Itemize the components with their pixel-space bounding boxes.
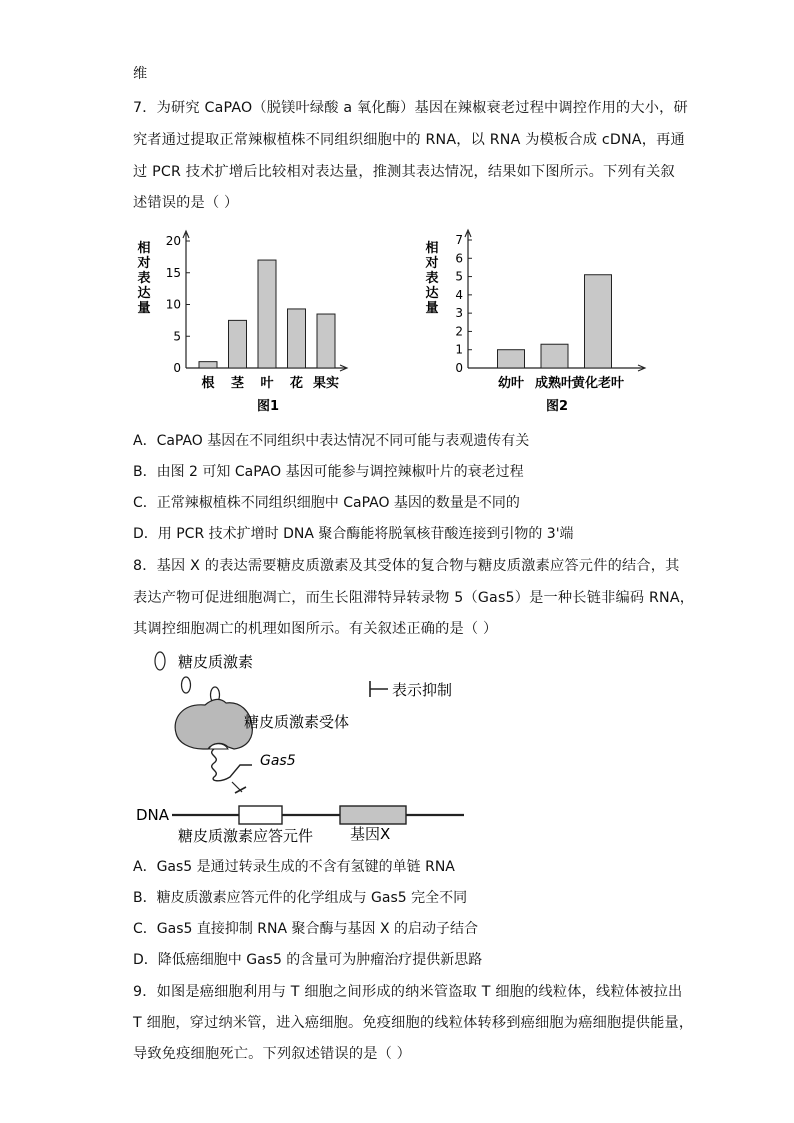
receptor-label: 糖皮质激素受体 (244, 713, 350, 731)
gas5-rna (212, 749, 252, 781)
q7-option-b[interactable]: B．由图 2 可知 CaPAO 基因可能参与调控辣椒叶片的衰老过程 (133, 464, 524, 480)
bar (498, 350, 525, 368)
y-axis-label-char: 量 (137, 301, 151, 316)
y-tick-label: 6 (455, 251, 463, 266)
x-tick-label: 幼叶 (497, 376, 525, 391)
bar (229, 320, 247, 368)
x-tick-label: 叶 (260, 376, 274, 391)
x-tick-label: 果实 (312, 376, 340, 391)
bar (585, 275, 612, 368)
y-tick-label: 5 (455, 269, 463, 284)
y-tick-label: 20 (165, 234, 181, 248)
y-tick-label: 3 (455, 306, 463, 321)
hormone-molecule (182, 677, 191, 693)
q8-option-c[interactable]: C．Gas5 直接抑制 RNA 聚合酶与基因 X 的启动子结合 (133, 921, 479, 937)
y-axis-label-char: 达 (137, 286, 151, 301)
y-axis-label-char: 对 (137, 256, 151, 271)
y-axis-label-char: 表 (425, 271, 439, 286)
bar (199, 362, 217, 368)
y-axis-label-char: 量 (425, 301, 439, 316)
q7-option-a[interactable]: A．CaPAO 基因在不同组织中表达情况不同可能与表观遗传有关 (133, 433, 530, 449)
y-tick-label: 15 (165, 265, 181, 280)
x-tick-label: 成熟叶 (534, 376, 575, 391)
bar (317, 314, 335, 368)
x-tick-label: 根 (201, 376, 215, 391)
inhibit-mark (235, 787, 246, 793)
q9-stem-line-2: T 细胞，穿过纳米管，进入癌细胞。免疫细胞的线粒体转移到癌细胞为癌细胞提供能量， (133, 1015, 694, 1031)
hormone-icon (155, 652, 165, 670)
dna-label: DNA (136, 806, 170, 824)
text-line: 维 (133, 66, 148, 82)
gene-x-label: 基因X (350, 825, 391, 843)
x-tick-label: 黄化老叶 (571, 376, 625, 391)
y-axis-label-char: 相 (425, 241, 439, 256)
inhibit-legend-label: 表示抑制 (392, 681, 453, 699)
gas5-label: Gas5 (260, 753, 296, 769)
q7-option-c[interactable]: C．正常辣椒植株不同组织细胞中 CaPAO 基因的数量是不同的 (133, 495, 520, 511)
q8-option-b[interactable]: B．糖皮质激素应答元件的化学组成与 Gas5 完全不同 (133, 890, 468, 906)
q7-stem-line-3: 过 PCR 技术扩增后比较相对表达量，推测其表达情况，结果如下图所示。下列有关叙 (133, 164, 675, 180)
y-axis-label-char: 达 (425, 286, 439, 301)
y-tick-label: 2 (455, 324, 463, 339)
receptor-shape (175, 699, 252, 749)
chart-title: 图2 (545, 399, 569, 414)
q7-stem-line-1: 7．为研究 CaPAO（脱镁叶绿酸 a 氧化酶）基因在辣椒衰老过程中调控作用的大小，研 (133, 100, 688, 116)
y-axis-label-char: 相 (137, 241, 151, 256)
q7-figures (0, 222, 794, 422)
gene-x-box (340, 806, 406, 824)
q8-diagram (0, 645, 794, 845)
y-tick-label: 4 (455, 287, 463, 302)
q8-option-d[interactable]: D．降低癌细胞中 Gas5 的含量可为肿瘤治疗提供新思路 (133, 952, 483, 968)
q9-stem-line-3: 导致免疫细胞死亡。下列叙述错误的是（ ） (133, 1046, 412, 1062)
q7-stem-line-4: 述错误的是（ ） (133, 195, 239, 211)
y-tick-label: 0 (455, 361, 463, 375)
q8-option-a[interactable]: A．Gas5 是通过转录生成的不含有氢键的单链 RNA (133, 859, 455, 875)
q8-stem-line-2: 表达产物可促进细胞凋亡，而生长阻滞特异转录物 5（Gas5）是一种长链非编码 RNA， (133, 590, 695, 606)
y-axis-label-char: 对 (425, 256, 439, 271)
x-tick-label: 茎 (230, 376, 245, 391)
q8-stem-line-1: 8．基因 X 的表达需要糖皮质激素及其受体的复合物与糖皮质激素应答元件的结合，其 (133, 558, 680, 574)
y-axis-label-char: 表 (137, 271, 151, 286)
x-tick-label: 花 (289, 376, 304, 391)
y-tick-label: 0 (173, 361, 181, 375)
q7-stem-line-2: 究者通过提取正常辣椒植株不同组织细胞中的 RNA，以 RNA 为模板合成 cDNA，再通 (133, 132, 685, 148)
q7-option-d[interactable]: D．用 PCR 技术扩增时 DNA 聚合酶能将脱氧核苷酸连接到引物的 3'端 (133, 526, 574, 542)
q8-stem-line-3: 其调控细胞凋亡的机理如图所示。有关叙述正确的是（ ） (133, 621, 498, 637)
y-tick-label: 10 (165, 297, 181, 312)
bar (258, 260, 276, 368)
bar (288, 309, 306, 368)
y-tick-label: 1 (455, 342, 463, 357)
y-tick-label: 5 (173, 329, 181, 344)
response-element-box (239, 806, 282, 824)
y-tick-label: 7 (455, 233, 463, 247)
bar (541, 344, 568, 368)
hormone-label: 糖皮质激素 (178, 653, 254, 671)
q9-stem-line-1: 9．如图是癌细胞利用与 T 细胞之间形成的纳米管盗取 T 细胞的线粒体，线粒体被拉出 (133, 984, 683, 1000)
response-element-label: 糖皮质激素应答元件 (178, 827, 314, 845)
chart-title: 图1 (256, 399, 280, 414)
